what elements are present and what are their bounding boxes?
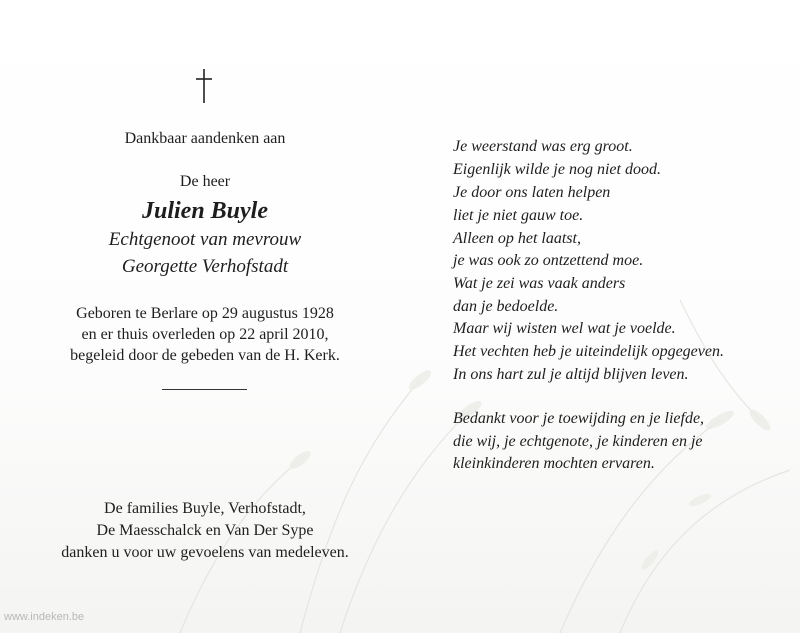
intro-line: Dankbaar aandenken aan bbox=[124, 130, 286, 147]
gratitude-line: Bedankt voor je toewijding en je liefde, bbox=[453, 410, 705, 427]
verse-line: In ons hart zul je altijd blijven leven. bbox=[453, 366, 689, 383]
verse-line: Je door ons laten helpen bbox=[453, 184, 611, 201]
verse-panel bbox=[453, 0, 793, 633]
verse-line: Wat je zei was vaak anders bbox=[453, 275, 626, 292]
deceased-name: Julien Buyle bbox=[141, 198, 268, 224]
verse-line: Alleen op het laatst, bbox=[453, 230, 581, 247]
families-line-2: De Maesschalck en Van Der Sype bbox=[96, 522, 314, 539]
verse-line: Het vechten heb je uiteindelijk opgegeven. bbox=[453, 343, 724, 360]
birth-line: Geboren te Berlare op 29 augustus 1928 bbox=[76, 305, 334, 322]
verse-line: je was ook zo ontzettend moe. bbox=[453, 252, 644, 269]
church-line: begeleid door de gebeden van de H. Kerk. bbox=[70, 347, 340, 364]
spouse-line: Echtgenoot van mevrouw bbox=[108, 229, 302, 250]
spouse-name: Georgette Verhofstadt bbox=[121, 256, 289, 277]
verse-line: liet je niet gauw toe. bbox=[453, 207, 584, 224]
thanks-line: danken u voor uw gevoelens van medeleven. bbox=[61, 544, 349, 561]
divider bbox=[162, 389, 247, 390]
gratitude-line: die wij, je echtgenote, je kinderen en je bbox=[453, 433, 703, 450]
cross-icon bbox=[194, 68, 214, 104]
cross-symbol-text bbox=[0, 0, 1, 1]
verse-line: Maar wij wisten wel wat je voelde. bbox=[453, 320, 676, 337]
families-line: De families Buyle, Verhofstadt, bbox=[104, 500, 306, 517]
gratitude-line: kleinkinderen mochten ervaren. bbox=[453, 455, 655, 472]
death-line: en er thuis overleden op 22 april 2010, bbox=[81, 326, 329, 343]
title-line: De heer bbox=[179, 173, 231, 190]
verse-line: dan je bedoelde. bbox=[453, 298, 559, 315]
watermark: www.indeken.be bbox=[4, 611, 85, 623]
verse-line: Eigenlijk wilde je nog niet dood. bbox=[453, 161, 661, 178]
verse-line: Je weerstand was erg groot. bbox=[453, 138, 633, 155]
